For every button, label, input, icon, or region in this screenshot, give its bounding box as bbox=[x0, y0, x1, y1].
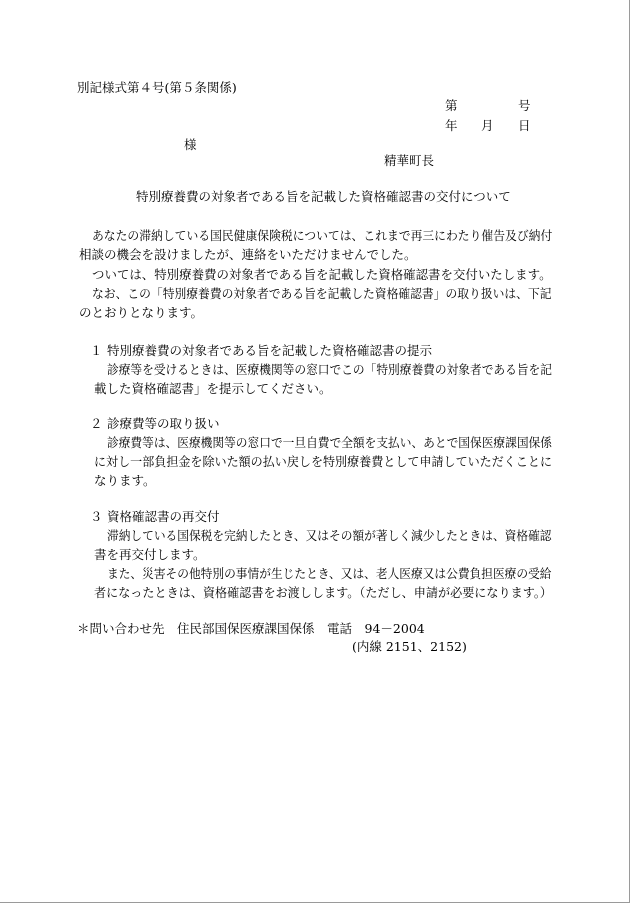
section-heading: 特別療養費の対象者である旨を記載した資格確認書の提示 bbox=[107, 343, 433, 358]
intro-line: なお、この「特別療養費の対象者である旨を記載した資格確認書」の取り扱いは、下記 bbox=[92, 286, 552, 301]
section-line: なります。 bbox=[94, 473, 156, 488]
contact-info: ＊問い合わせ先 住民部国保医療課国保係 電話 94－2004 bbox=[77, 621, 425, 636]
intro-line: 相談の機会を設けましたが、連絡をいただけませんでした。 bbox=[79, 247, 417, 262]
section-line: 診療費等は、医療機関等の窓口で一旦自費で全額を支払い、あとで国保医療課国保係 bbox=[107, 435, 552, 450]
document-title: 特別療養費の対象者である旨を記載した資格確認書の交付について bbox=[136, 189, 511, 204]
intro-line: のとおりとなります。 bbox=[79, 305, 204, 320]
section-number: ３ bbox=[90, 509, 103, 524]
issuer: 精華町長 bbox=[384, 153, 435, 168]
month-label: 月 bbox=[481, 118, 494, 133]
section-line: 載した資格確認書」を提示してください。 bbox=[94, 381, 332, 396]
contact-extension: (内線 2151、2152) bbox=[352, 639, 467, 654]
year-label: 年 bbox=[445, 118, 458, 133]
intro-line: ついては、特別療養費の対象者である旨を記載した資格確認書を交付いたします。 bbox=[92, 267, 552, 282]
section-line: 者になったときは、資格確認書をお渡しします。（ただし、申請が必要になります。） bbox=[94, 585, 553, 600]
section-line: また、災害その他特別の事情が生じたとき、又は、老人医療又は公費負担医療の受給 bbox=[107, 566, 552, 581]
number-prefix: 第 bbox=[445, 98, 458, 113]
section-line: 診療等を受けるときは、医療機関等の窓口でこの「特別療養費の対象者である旨を記 bbox=[107, 362, 552, 377]
section-line: に対し一部負担金を除いた額の払い戻しを特別療養費として申請していただくことに bbox=[94, 454, 553, 469]
number-suffix: 号 bbox=[518, 98, 531, 113]
day-label: 日 bbox=[518, 118, 531, 133]
intro-line: あなたの滞納している国民健康保険税については、これまで再三にわたり催告及び納付 bbox=[92, 228, 553, 243]
section-line: 滞納している国保税を完納したとき、又はその額が著しく減少したときは、資格確認 bbox=[107, 528, 552, 543]
section-number: ２ bbox=[90, 416, 103, 431]
section-line: 書を再交付します。 bbox=[94, 547, 206, 562]
section-heading: 資格確認書の再交付 bbox=[107, 509, 220, 524]
section-heading: 診療費等の取り扱い bbox=[107, 416, 220, 431]
form-label: 別記様式第４号(第５条関係) bbox=[77, 80, 237, 95]
recipient-suffix: 様 bbox=[184, 137, 197, 152]
section-number: １ bbox=[90, 343, 103, 358]
